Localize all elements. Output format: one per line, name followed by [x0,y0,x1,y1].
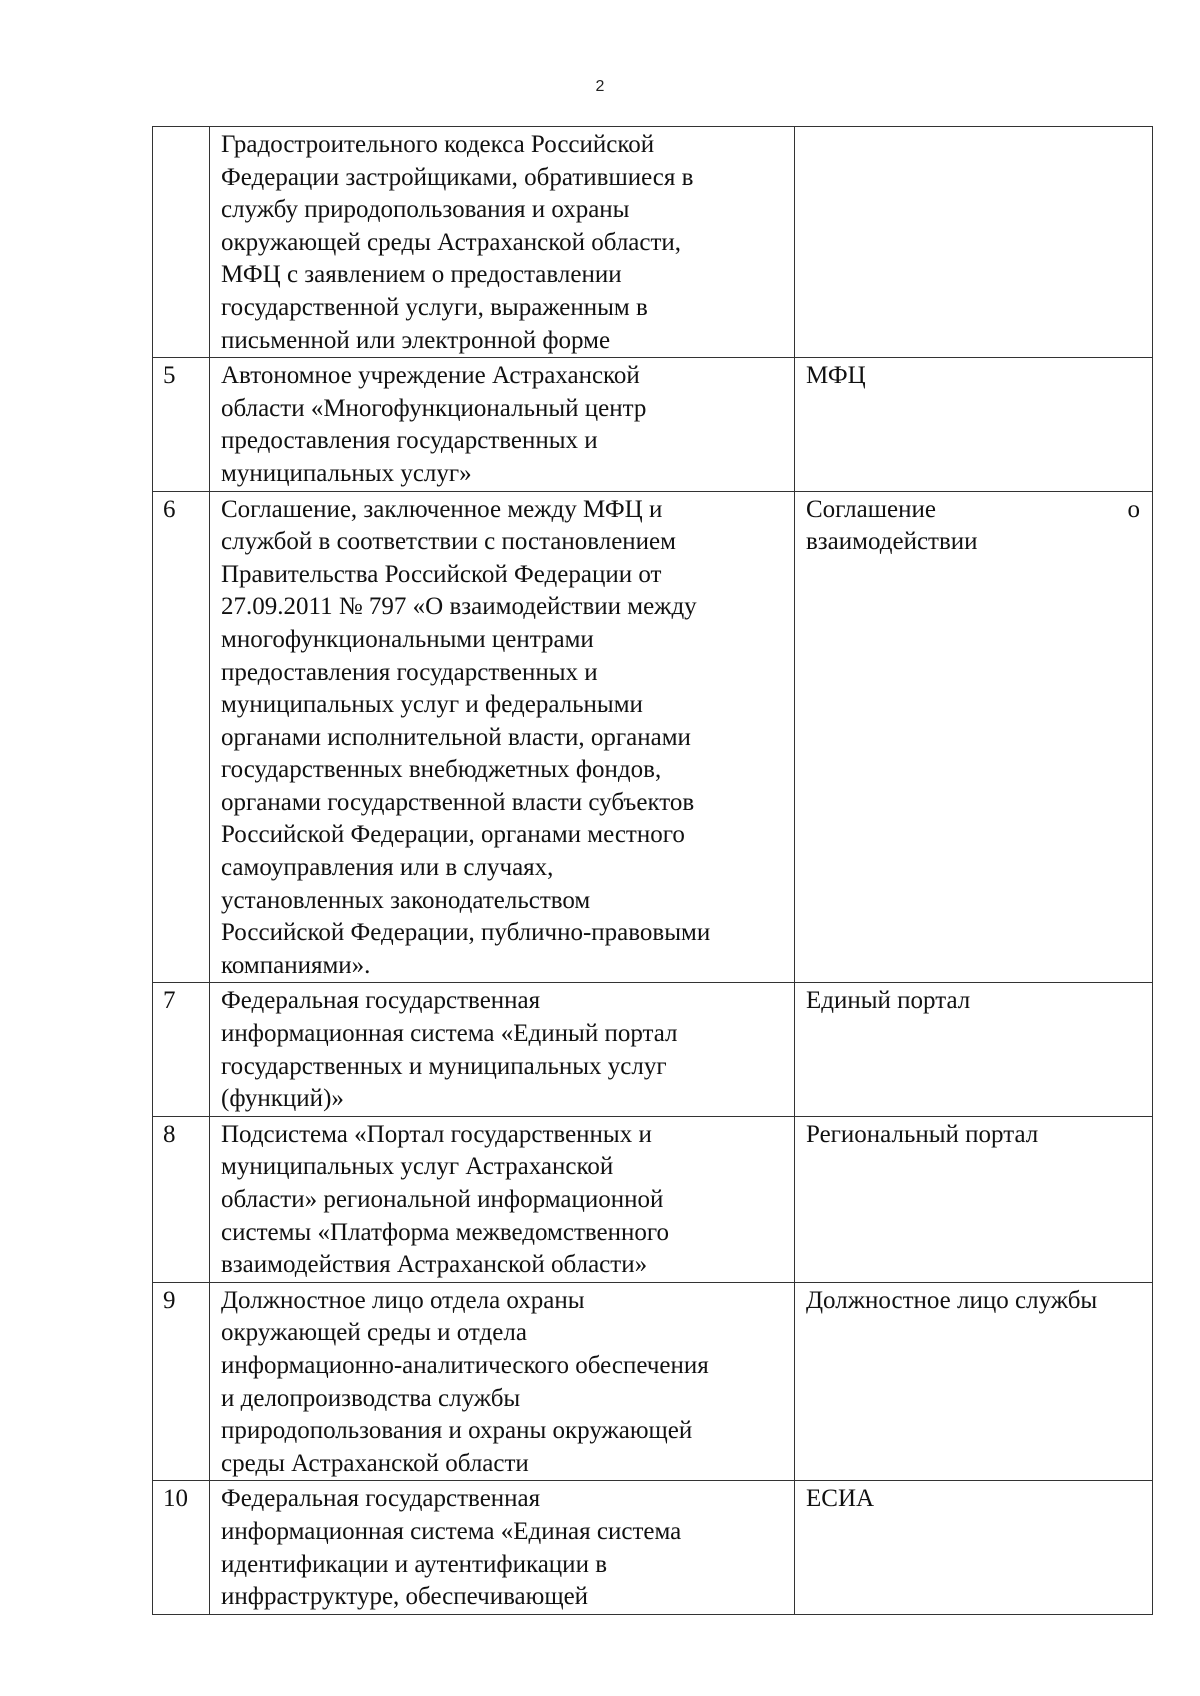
description-line: (функций)» [221,1085,344,1113]
description-line: информационно-аналитического обеспечения [221,1351,709,1379]
row-number: 10 [163,1485,188,1513]
abbreviation-line: Должностное лицо службы [806,1286,1098,1314]
description-line: органами государственной власти субъектов [221,788,695,816]
description-line: МФЦ с заявлением о предоставлении [221,261,622,289]
description-line: Соглашение, заключенное между МФЦ и [221,495,663,523]
row-number: 9 [163,1286,176,1314]
table-row [153,1481,1153,1614]
abbreviation-cell [795,358,1153,491]
description-line: службу природопользования и охраны [221,196,630,224]
row-number-cell [153,1282,210,1481]
description-line: службой в соответствии с постановлением [221,528,676,556]
description-line: среды Астраханской области [221,1449,529,1477]
description-cell [210,1116,795,1282]
description-line: Федерации застройщиками, обратившиеся в [221,163,694,191]
description-line: государственной услуги, выраженным в [221,293,648,321]
description-line: окружающей среды Астраханской области, [221,228,682,256]
abbreviation-line: МФЦ [806,362,866,390]
abbreviation-cell [795,127,1153,358]
row-number: 8 [163,1120,176,1148]
description-line: муниципальных услуг» [221,459,472,487]
description-cell [210,127,795,358]
abbreviation-cell [795,1481,1153,1614]
row-number-cell [153,1481,210,1614]
description-cell [210,983,795,1116]
description-cell [210,1282,795,1481]
abbreviation-line: взаимодействии [806,528,978,556]
row-number: 7 [163,987,176,1015]
abbreviation-word: Соглашение [806,495,936,523]
abbreviation-cell [795,983,1153,1116]
abbreviation-line: ЕСИА [806,1485,875,1513]
description-line: самоуправления или в случаях, [221,854,554,882]
terms-table-body [153,127,1153,1615]
description-line: муниципальных услуг и федеральными [221,691,643,719]
description-line: Российской Федерации, органами местного [221,821,685,849]
table-row [153,358,1153,491]
row-number-cell [153,983,210,1116]
description-line: инфраструктуре, обеспечивающей [221,1583,589,1611]
description-line: муниципальных услуг Астраханской [221,1153,614,1181]
abbreviation-line [806,494,1140,527]
page-number: 2 [595,78,605,95]
description-line: системы «Платформа межведомственного [221,1218,670,1246]
description-line: предоставления государственных и [221,427,598,455]
description-line: Правительства Российской Федерации от [221,560,662,588]
description-line: письменной или электронной форме [221,326,611,354]
description-line: Российской Федерации, публично-правовыми [221,919,711,947]
description-line: установленных законодательством [221,886,591,914]
description-line: Автономное учреждение Астраханской [221,362,640,390]
terms-table [152,126,1153,1615]
description-line: 27.09.2011 № 797 «О взаимодействии между [221,593,697,621]
row-number: 5 [163,362,176,390]
description-line: Градостроительного кодекса Российской [221,131,655,158]
abbreviation-cell [795,1116,1153,1282]
description-line: природопользования и охраны окружающей [221,1417,693,1445]
description-cell [210,1481,795,1614]
row-number-cell [153,358,210,491]
table-row [153,1282,1153,1481]
description-line: области «Многофункциональный центр [221,394,647,422]
description-cell [210,358,795,491]
description-line: предоставления государственных и [221,658,598,686]
row-number-cell [153,127,210,358]
abbreviation-line: Региональный портал [806,1120,1039,1148]
description-line: компаниями». [221,951,371,979]
row-number: 6 [163,495,176,523]
abbreviation-cell [795,1282,1153,1481]
description-line: органами исполнительной власти, органами [221,723,691,751]
description-line: государственных и муниципальных услуг [221,1052,667,1080]
abbreviation-line: Единый портал [806,987,971,1015]
row-number-cell [153,491,210,983]
description-line: государственных внебюджетных фондов, [221,756,662,784]
description-line: информационная система «Единый портал [221,1020,678,1048]
description-line: Федеральная государственная [221,987,541,1015]
description-line: окружающей среды и отдела [221,1319,527,1347]
description-line: информационная система «Единая система [221,1517,682,1545]
table-row [153,491,1153,983]
description-line: и делопроизводства службы [221,1384,521,1412]
description-line: Подсистема «Портал государственных и [221,1120,652,1148]
description-cell [210,491,795,983]
table-row [153,1116,1153,1282]
row-number-cell [153,1116,210,1282]
description-line: взаимодействия Астраханской области» [221,1251,648,1279]
description-line: области» региональной информационной [221,1186,664,1213]
description-line: многофункциональными центрами [221,625,594,653]
table-row [153,127,1153,358]
description-line: Должностное лицо отдела охраны [221,1286,585,1314]
abbreviation-word: о [1127,495,1140,523]
description-line: Федеральная государственная [221,1485,541,1513]
abbreviation-cell [795,491,1153,983]
description-line: идентификации и аутентификации в [221,1550,607,1578]
table-row [153,983,1153,1116]
